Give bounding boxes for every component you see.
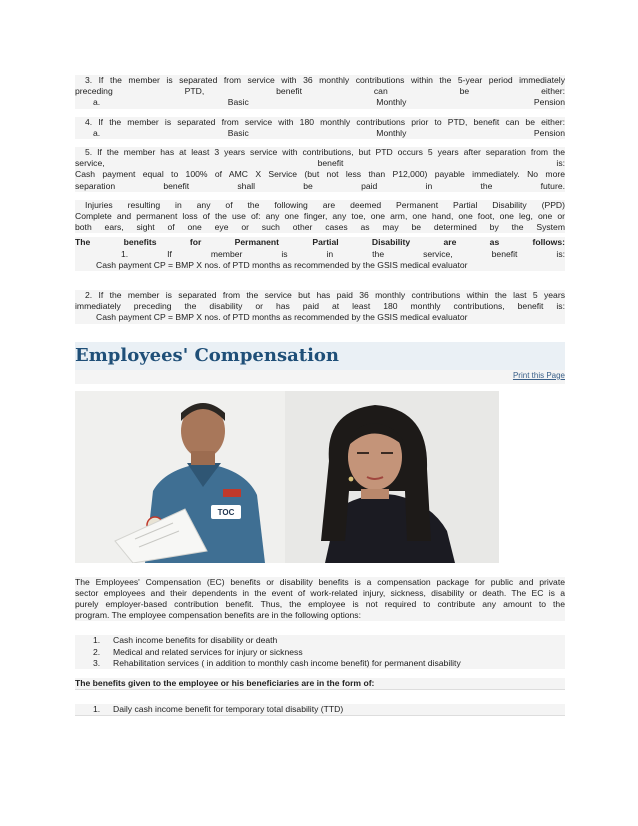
ppd-item-2-cash: Cash payment CP = BMP X nos. of PTD months as recommended by the GSIS medical evaluator — [96, 312, 468, 323]
list-item — [75, 647, 565, 658]
ec-forms-list — [75, 704, 565, 716]
ppd-benefits-heading: The benefits for Permanent Partial Disability are as follows: — [75, 237, 565, 248]
list-item-number: 3. — [93, 657, 101, 668]
ppd-benefits — [75, 237, 565, 271]
print-row — [75, 370, 565, 384]
ec-intro — [75, 577, 565, 622]
ppd-intro-line-2: Complete and permanent loss of the use of: any one finger, any toe, one arm, one hand, one foot, one leg, one or — [75, 211, 565, 222]
ptd-item-3 — [75, 75, 565, 109]
flag-patch — [223, 489, 241, 497]
print-this-page-link[interactable]: Print this Page — [512, 370, 565, 380]
earring — [349, 476, 354, 481]
ptd-item-4-option-a: a. Basic Monthly Pension — [93, 127, 565, 138]
ppd-item-1: 1. If member is in the service, benefit is: — [121, 248, 565, 259]
ppd-item-2-line-1: 2. If the member is separated from the service but has paid 36 monthly contributions within the last 5 years — [85, 290, 565, 301]
benefits-form-heading: The benefits given to the employee or his beneficiaries are in the form of: — [75, 678, 565, 690]
photo-illustration — [75, 391, 499, 563]
list-item-text: Medical and related services for injury or sickness — [113, 646, 303, 657]
ppd-intro-line-1: Injuries resulting in any of the following are deemed Permanent Partial Disability (PPD) — [85, 199, 565, 210]
ptd-item-3-line-2: preceding PTD, benefit can be either: — [75, 86, 565, 97]
list-item — [75, 704, 565, 715]
list-item-text: Daily cash income benefit for temporary total disability (TTD) — [113, 704, 344, 715]
ptd-item-5-line-3: Cash payment equal to 100% of AMC X Service (but not less than P12,000) payable immediately. No more — [75, 169, 565, 180]
ptd-item-5-line-4: separation benefit shall be paid in the future. — [75, 180, 565, 191]
ptd-item-5-line-1: 5. If the member has at least 3 years service with contributions, but PTD occurs 5 years after separation from the — [85, 147, 565, 158]
ppd-item-2 — [75, 290, 565, 324]
hero-photo — [75, 391, 499, 563]
badge-text: TOC — [217, 507, 235, 517]
ptd-item-3-line-1: 3. If the member is separated from service with 36 monthly contributions within the 5-year period immediately — [85, 75, 565, 85]
list-item-number: 1. — [93, 635, 101, 646]
ptd-item-5 — [75, 147, 565, 192]
list-item-text: Rehabilitation services ( in addition to monthly cash income benefit) for permanent disability — [113, 657, 461, 668]
ec-intro-line-1: The Employees' Compensation (EC) benefits or disability benefits is a compensation package for public and private — [75, 576, 565, 587]
ec-options-list — [75, 635, 565, 669]
ec-intro-line-4: program. The employee compensation benefits are in the following options: — [75, 610, 361, 621]
woman-neck — [361, 489, 389, 499]
list-item — [75, 635, 565, 646]
ec-intro-line-2: sector employees and their dependents in the event of work-related injury, sickness, disability or death. The EC is a — [75, 587, 565, 598]
ptd-item-5-line-2: service, benefit is: — [75, 158, 565, 169]
ec-intro-line-3: purely employer-based contribution benefit. Thus, the employee is not required to contribute any amount to the — [75, 599, 565, 610]
ppd-item-2-line-2: immediately preceding the disability or has paid at least 180 monthly contributions, benefit is: — [75, 301, 565, 312]
ptd-item-4-line-1: 4. If the member is separated from service with 180 monthly contributions prior to PTD, benefit can be either: — [85, 116, 565, 127]
ppd-item-1-cash: Cash payment CP = BMP X nos. of PTD months as recommended by the GSIS medical evaluator — [96, 259, 468, 270]
ptd-item-4 — [75, 117, 565, 139]
list-item-text: Cash income benefits for disability or death — [113, 635, 278, 646]
section-heading: Employees' Compensation — [75, 342, 565, 370]
ptd-item-3-option-a: a. Basic Monthly Pension — [93, 97, 565, 108]
list-item — [75, 658, 565, 669]
ppd-intro-line-3: both ears, sight of one eye or such other cases as may be determined by the System — [75, 222, 565, 233]
list-item-number: 1. — [93, 704, 101, 715]
man-neck — [191, 451, 215, 465]
list-item-number: 2. — [93, 646, 101, 657]
document-page — [75, 75, 565, 716]
ppd-intro — [75, 200, 565, 234]
